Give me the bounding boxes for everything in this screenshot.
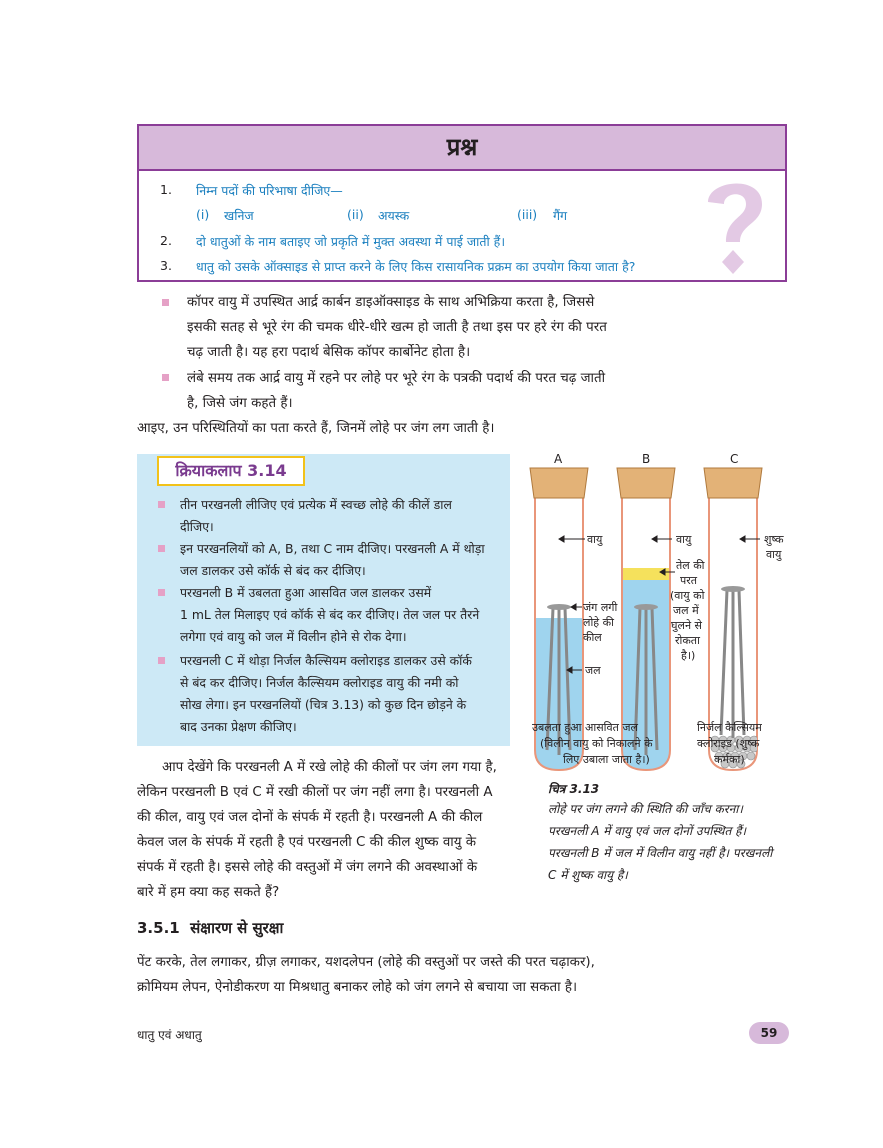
bullet-marker	[158, 545, 165, 552]
label-b-oil-3: (वायु को	[670, 589, 705, 602]
q1-number: 1.	[160, 182, 172, 197]
section-heading	[137, 918, 283, 938]
cork-b	[617, 468, 675, 498]
bullet-marker	[158, 501, 165, 508]
cork-a	[530, 468, 588, 498]
activity-item-1-line-2: दीजिए।	[180, 519, 214, 534]
q1-text: निम्न पदों की परिभाषा दीजिए—	[196, 183, 343, 198]
bullet-1-line-1: कॉपर वायु में उपस्थित आर्द्र कार्बन डाइऑक्साइड के साथ अभिक्रिया करता है, जिससे	[187, 295, 595, 310]
observation-line-2: लेकिन परखनली B एवं C में रखी कीलों पर जंग नहीं लगा है। परखनली A	[137, 785, 493, 800]
bullet-2-line-1: लंबे समय तक आर्द्र वायु में रहने पर लोहे पर भूरे रंग के पत्रकी पदार्थ की परत चढ़ जाती	[187, 371, 606, 386]
bullet-marker	[162, 374, 169, 381]
q2-number: 2.	[160, 233, 172, 248]
label-a-air: वायु	[587, 533, 603, 546]
question-mark-icon	[700, 172, 770, 280]
activity-item-4-line-2: से बंद कर दीजिए। निर्जल कैल्सियम क्लोराइड वायु की नमी को	[180, 675, 459, 690]
bullet-1-line-2: इसकी सतह से भूरे रंग की चमक धीरे-धीरे खत्म हो जाती है तथा इस पर हरे रंग की परत	[187, 320, 607, 335]
label-b-air: वायु	[676, 533, 692, 546]
q1-sub-text-1: खनिज	[224, 208, 254, 223]
observation-line-4: केवल जल के संपर्क में रहती है एवं परखनली C की कील शुष्क वायु के	[137, 835, 477, 850]
label-b-oil-7: है।)	[681, 649, 696, 662]
q3-text: धातु को उसके ऑक्साइड से प्राप्त करने के लिए किस रासायनिक प्रक्रम का उपयोग किया जाता है?	[196, 259, 636, 274]
bottom-right-label-2: क्लोराइड (शुष्क	[697, 737, 760, 750]
section-title: संक्षारण से सुरक्षा	[190, 919, 284, 937]
observation-line-5: संपर्क में रहती है। इससे लोहे की वस्तुओं में जंग लगने की अवस्थाओं के	[137, 860, 478, 875]
figure-caption-line-2: परखनली A में वायु एवं जल दोनों उपस्थित हैं।	[548, 824, 747, 838]
footer-chapter: धातु एवं अधातु	[137, 1028, 202, 1042]
bottom-left-label-1: उबलता हुआ आसवित जल	[532, 721, 638, 734]
label-a-nail-1: जंग लगी	[583, 601, 618, 614]
q1-sub-text-3: गैंग	[553, 208, 568, 223]
label-b-oil-5: घुलने से	[671, 619, 702, 632]
figure-caption-line-1: लोहे पर जंग लगने की स्थिति की जाँच करना।	[548, 802, 743, 816]
section-para-line-2: क्रोमियम लेपन, ऐनोडीकरण या मिश्रधातु बनाकर लोहे को जंग लगने से बचाया जा सकता है।	[137, 980, 578, 995]
label-b-oil-6: रोकता	[675, 634, 700, 647]
activity-item-4-line-3: सोख लेगा। इन परखनलियों (चित्र 3.13) को कुछ दिन छोड़ने के	[180, 697, 467, 712]
bottom-left-label-3: लिए उबाला जाता है।)	[563, 753, 650, 766]
q1-sub-num-1: (i)	[196, 207, 210, 222]
nail-head-b	[634, 604, 658, 610]
label-c-air-2: वायु	[766, 548, 782, 561]
label-a-water: जल	[585, 664, 601, 677]
observation-line-3: की कील, वायु एवं जल दोनों के संपर्क में रहती है। परखनली A की कील	[137, 810, 483, 825]
section-para-line-1: पेंट करके, तेल लगाकर, ग्रीज़ लगाकर, यशदलेपन (लोहे की वस्तुओं पर जस्ते की परत चढ़ाकर),	[137, 955, 595, 970]
q3-number: 3.	[160, 258, 172, 273]
figure-caption-title: चित्र 3.13	[548, 782, 600, 796]
bottom-right-label-1: निर्जल कैल्सियम	[697, 721, 762, 734]
label-b-oil-4: जल में	[673, 604, 699, 617]
q1-sub-num-2: (ii)	[347, 207, 364, 222]
observation-line-6: बारे में हम क्या कह सकते हैं?	[137, 885, 280, 900]
activity-title: क्रियाकलाप 3.14	[157, 456, 305, 486]
tube-a-label: A	[554, 452, 563, 466]
activity-item-2-line-2: जल डालकर उसे कॉर्क से बंद कर दीजिए।	[180, 563, 366, 578]
section-number: 3.5.1	[137, 919, 180, 937]
label-b-oil-1: तेल की	[676, 559, 705, 572]
activity-item-2-line-1: इन परखनलियों को A, B, तथा C नाम दीजिए। परखनली A में थोड़ा	[180, 541, 485, 556]
activity-item-1-line-1: तीन परखनली लीजिए एवं प्रत्येक में स्वच्छ लोहे की कीलें डाल	[180, 497, 452, 512]
bottom-left-label-2: (विलीन वायु को निकालने के	[540, 737, 653, 750]
q2-text: दो धातुओं के नाम बताइए जो प्रकृति में मुक्त अवस्था में पाई जाती हैं।	[196, 234, 506, 249]
q1-sub-text-2: अयस्क	[378, 208, 410, 223]
nails-c	[721, 590, 744, 738]
questions-header: प्रश्न	[139, 126, 785, 171]
tube-c-label: C	[730, 452, 739, 466]
nail-head-c	[721, 586, 745, 592]
figure-caption-line-3: परखनली B में जल में विलीन वायु नहीं है। परखनली	[548, 846, 773, 860]
label-c-air-1: शुष्क	[764, 533, 784, 546]
observation-line-1: आप देखेंगे कि परखनली A में रखे लोहे की कीलों पर जंग लग गया है,	[162, 760, 497, 775]
intro-line: आइए, उन परिस्थितियों का पता करते हैं, जिनमें लोहे पर जंग लग जाती है।	[137, 421, 495, 436]
cork-c	[704, 468, 762, 498]
activity-item-3-line-1: परखनली B में उबलता हुआ आसवित जल डालकर उसमें	[180, 585, 432, 600]
activity-item-3-line-2: 1 mL तेल मिलाइए एवं कॉर्क से बंद कर दीजिए। तेल जल पर तैरने	[180, 607, 480, 622]
nail-head-a	[547, 604, 571, 610]
activity-item-3-line-3: लगेगा एवं वायु को जल में विलीन होने से रोक देगा।	[180, 629, 407, 644]
figure-caption-line-4: C में शुष्क वायु है।	[548, 868, 628, 882]
activity-item-4-line-1: परखनली C में थोड़ा निर्जल कैल्सियम क्लोराइड डालकर उसे कॉर्क	[180, 653, 472, 668]
label-a-nail-3: कील	[583, 631, 602, 644]
page-number: 59	[749, 1022, 789, 1044]
bullet-1-line-3: चढ़ जाती है। यह हरा पदार्थ बेसिक कॉपर कार्बोनेट होता है।	[187, 345, 471, 360]
bottom-right-label-3: कर्मका)	[714, 753, 745, 766]
label-a-nail-2: लोहे की	[583, 616, 614, 629]
bullet-marker	[158, 657, 165, 664]
bullet-marker	[162, 299, 169, 306]
tube-b-label: B	[642, 452, 651, 466]
label-b-oil-2: परत	[680, 574, 698, 587]
bullet-marker	[158, 589, 165, 596]
bullet-2-line-2: है, जिसे जंग कहते हैं।	[187, 396, 293, 411]
q1-sub-num-3: (iii)	[517, 207, 538, 222]
activity-item-4-line-4: बाद उनका प्रेक्षण कीजिए।	[180, 719, 297, 734]
